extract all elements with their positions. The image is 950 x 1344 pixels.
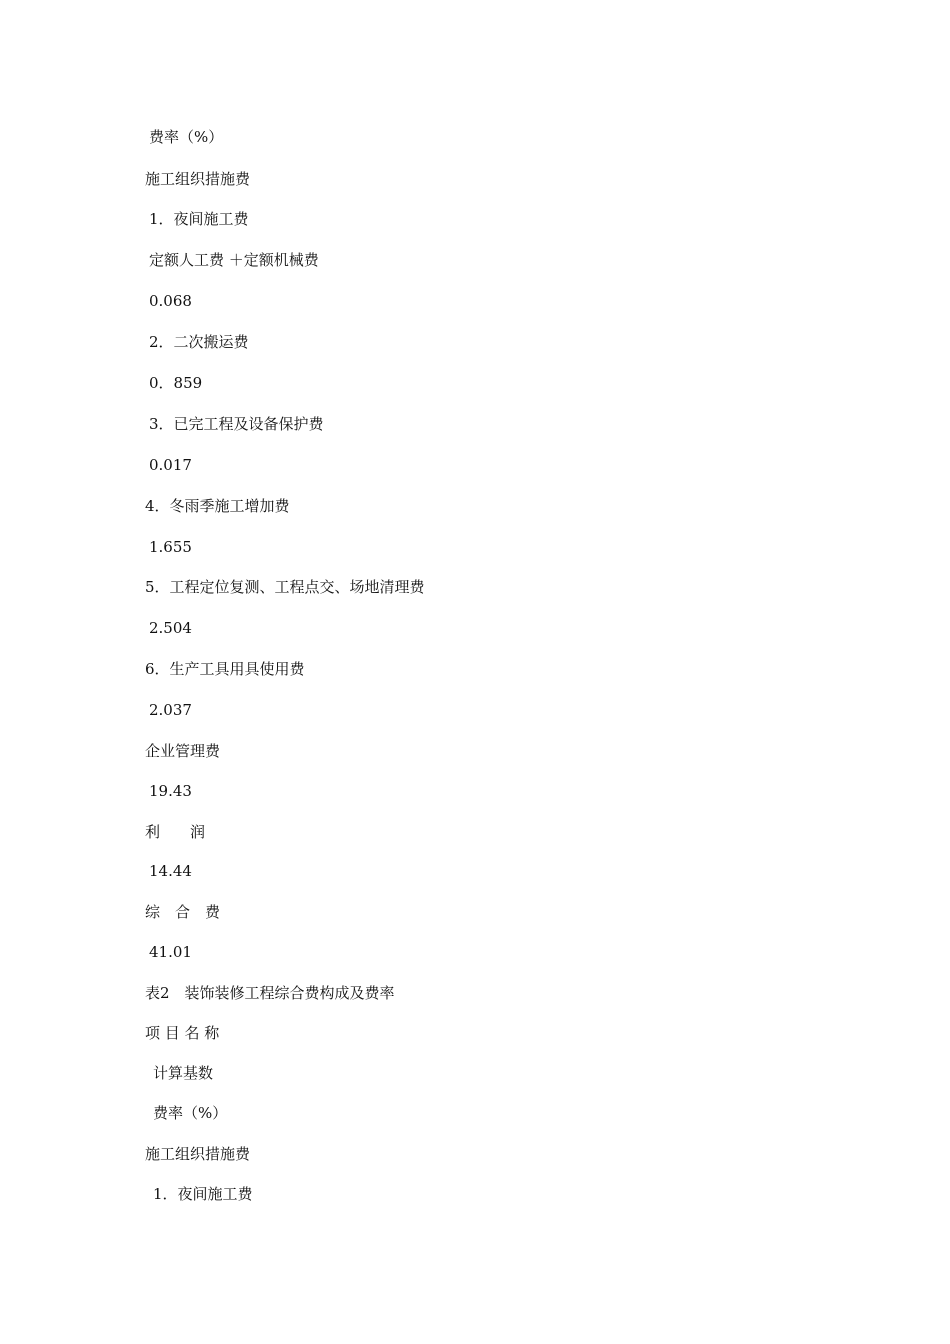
construction-organization-measures-heading: 施工组织措施费 <box>145 170 251 188</box>
rate-percent-header-2: 费率（%） <box>153 1104 228 1122</box>
calculation-base-text: 定额人工费 ＋定额机械费 <box>149 251 319 269</box>
production-tools-fee-item: 6．生产工具用具使用费 <box>145 660 305 678</box>
secondary-transport-fee-rate: 0．859 <box>149 374 203 392</box>
calculation-base-header: 计算基数 <box>153 1064 214 1082</box>
secondary-transport-fee-item: 2．二次搬运费 <box>149 333 249 351</box>
completed-work-protection-fee-rate: 0.017 <box>149 456 192 474</box>
completed-work-protection-fee-item: 3．已完工程及设备保护费 <box>149 415 324 433</box>
production-tools-fee-rate: 2.037 <box>149 701 192 719</box>
night-construction-fee-item-2: 1．夜间施工费 <box>153 1185 253 1203</box>
night-construction-fee-rate: 0.068 <box>149 292 192 310</box>
profit-rate: 14.44 <box>149 862 192 880</box>
table-2-caption: 表2 装饰装修工程综合费构成及费率 <box>145 984 395 1002</box>
positioning-survey-cleanup-fee-rate: 2.504 <box>149 619 192 637</box>
profit-item: 利 润 <box>145 823 206 841</box>
rate-percent-header: 费率（%） <box>149 128 224 146</box>
winter-rainy-season-fee-rate: 1.655 <box>149 538 192 556</box>
construction-organization-measures-heading-2: 施工组织措施费 <box>145 1145 251 1163</box>
comprehensive-fee-item: 综 合 费 <box>145 903 221 921</box>
winter-rainy-season-fee-item: 4．冬雨季施工增加费 <box>145 497 290 515</box>
enterprise-management-fee-rate: 19.43 <box>149 782 192 800</box>
night-construction-fee-item: 1．夜间施工费 <box>149 210 249 228</box>
item-name-header: 项 目 名 称 <box>145 1024 220 1042</box>
enterprise-management-fee-item: 企业管理费 <box>145 742 221 760</box>
positioning-survey-cleanup-fee-item: 5．工程定位复测、工程点交、场地清理费 <box>145 578 425 596</box>
comprehensive-fee-rate: 41.01 <box>149 943 192 961</box>
